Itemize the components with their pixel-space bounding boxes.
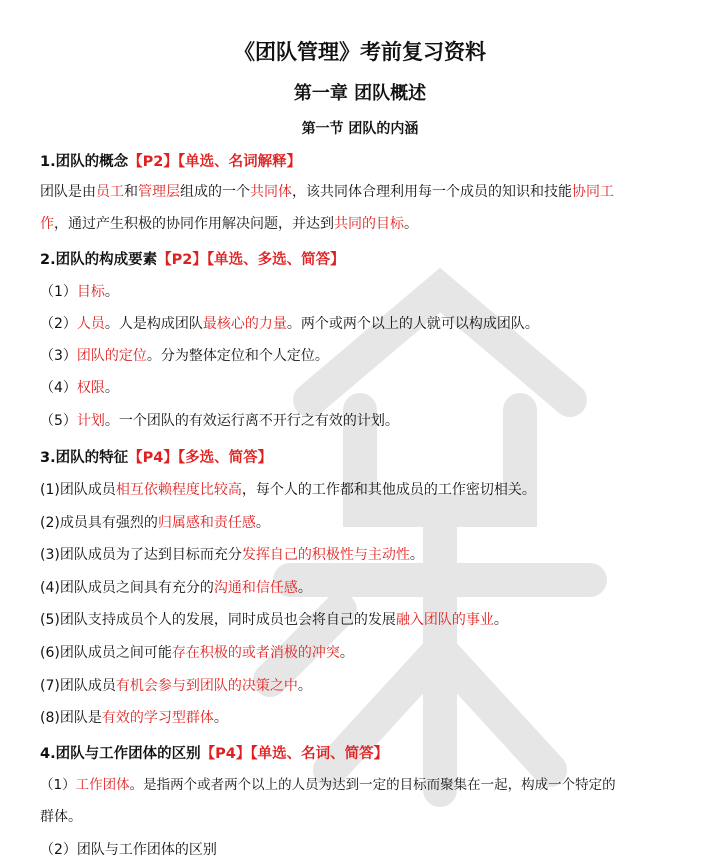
list-item: （2）人员。人是构成团队最核心的力量。两个或两个以上的人就可以构成团队。	[40, 316, 539, 332]
list-item: （1）目标。	[40, 284, 119, 300]
heading-concept: 1.团队的概念【P2】【单选、名词解释】	[40, 154, 302, 170]
tag-label: 【P4】【多选、简答】	[128, 450, 273, 466]
feature-item: (8)团队是有效的学习型群体。	[40, 710, 228, 726]
list-item: （4）权限。	[40, 380, 119, 396]
heading-features: 3.团队的特征【P4】【多选、简答】	[40, 450, 273, 466]
work-group-definition-line1: （1）工作团体。是指两个或者两个以上的人员为达到一定的目标而聚集在一起，构成一个特定的	[40, 777, 616, 793]
list-item: （3）团队的定位。分为整体定位和个人定位。	[40, 348, 329, 364]
tag-label: 【P4】【单选、名词、简答】	[200, 746, 389, 762]
document-title: 《团队管理》考前复习资料	[234, 40, 486, 64]
feature-item: (5)团队支持成员个人的发展，同时成员也会将自己的发展融入团队的事业。	[40, 612, 508, 628]
work-group-definition-line2: 群体。	[40, 809, 82, 825]
tag-label: 【P2】【单选、多选、简答】	[157, 252, 345, 268]
feature-item: (3)团队成员为了达到目标而充分发挥自己的积极性与主动性。	[40, 547, 424, 563]
feature-item: (7)团队成员有机会参与到团队的决策之中。	[40, 678, 312, 694]
feature-item: (1)团队成员相互依赖程度比较高，每个人的工作都和其他成员的工作密切相关。	[40, 482, 536, 498]
concept-paragraph-line1: 团队是由员工和管理层组成的一个共同体，该共同体合理利用每一个成员的知识和技能协同工	[40, 184, 614, 200]
feature-item: (6)团队成员之间可能存在积极的或者消极的冲突。	[40, 645, 354, 661]
concept-paragraph-line2: 作，通过产生积极的协同作用解决问题，并达到共同的目标。	[40, 216, 418, 232]
list-item: （2）团队与工作团体的区别	[40, 842, 217, 858]
heading-difference: 4.团队与工作团体的区别【P4】【单选、名词、简答】	[40, 746, 389, 762]
chapter-heading: 第一章 团队概述	[293, 83, 427, 104]
feature-item: (4)团队成员之间具有充分的沟通和信任感。	[40, 580, 312, 596]
watermark	[250, 250, 630, 810]
tag-label: 【P2】【单选、名词解释】	[128, 154, 302, 170]
list-item: （5）计划。一个团队的有效运行离不开行之有效的计划。	[40, 413, 399, 429]
heading-elements: 2.团队的构成要素【P2】【单选、多选、简答】	[40, 252, 345, 268]
section-heading: 第一节 团队的内涵	[301, 121, 419, 137]
feature-item: (2)成员具有强烈的归属感和责任感。	[40, 515, 270, 531]
